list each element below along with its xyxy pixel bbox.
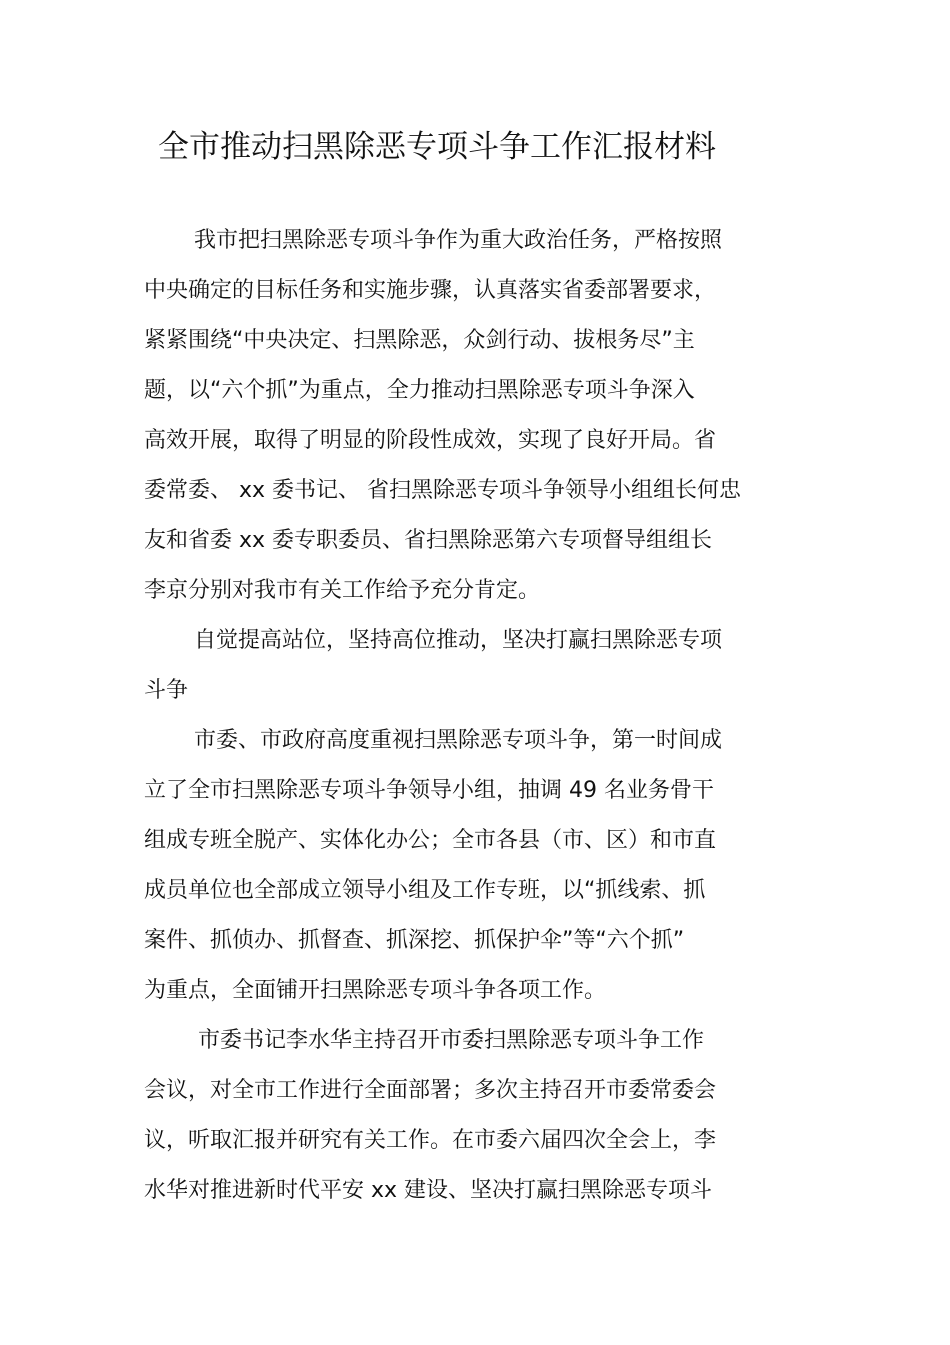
paragraph-2-line-2: 立了全市扫黑除恶专项斗争领导小组，抽调 49 名业务骨干	[144, 778, 714, 803]
paragraph-1-line-6: 委常委、 xx 委书记、 省扫黑除恶专项斗争领导小组组长何忠	[144, 478, 742, 503]
paragraph-1-line-4: 题，以“六个抓”为重点，全力推动扫黑除恶专项斗争深入	[144, 378, 695, 403]
paragraph-1-line-2: 中央确定的目标任务和实施步骤，认真落实省委部署要求，	[144, 278, 717, 303]
paragraph-1-line-1: 我市把扫黑除恶专项斗争作为重大政治任务，严格按照	[194, 228, 723, 253]
paragraph-3-line-4: 水华对推进新时代平安 xx 建设、坚决打赢扫黑除恶专项斗	[144, 1178, 713, 1203]
paragraph-2-line-5: 案件、抓侦办、抓督查、抓深挖、抓保护伞”等“六个抓”	[144, 928, 685, 953]
paragraph-1-line-5: 高效开展，取得了明显的阶段性成效，实现了良好开局。省	[144, 428, 717, 453]
paragraph-2-line-1: 市委、市政府高度重视扫黑除恶专项斗争，第一时间成	[194, 728, 723, 753]
section-heading-line-2: 斗争	[144, 678, 189, 703]
paragraph-2-line-3: 组成专班全脱产、实体化办公；全市各县（市、区）和市直	[144, 828, 717, 853]
paragraph-1-line-7: 友和省委 xx 委专职委员、省扫黑除恶第六专项督导组组长	[144, 528, 713, 553]
paragraph-1-line-3: 紧紧围绕“中央决定、扫黑除恶，众剑行动、拔根务尽”主	[144, 328, 695, 353]
section-heading-line-1: 自觉提高站位，坚持高位推动，坚决打赢扫黑除恶专项	[194, 628, 723, 653]
paragraph-3-line-1: 市委书记李水华主持召开市委扫黑除恶专项斗争工作	[198, 1028, 705, 1053]
paragraph-3-line-2: 会议，对全市工作进行全面部署；多次主持召开市委常委会	[144, 1078, 717, 1103]
paragraph-2-line-4: 成员单位也全部成立领导小组及工作专班，以“抓线索、抓	[144, 878, 706, 903]
document-title: 全市推动扫黑除恶专项斗争工作汇报材料	[158, 129, 716, 165]
paragraph-3-line-3: 议，听取汇报并研究有关工作。在市委六届四次全会上，李	[144, 1128, 717, 1153]
paragraph-2-line-6: 为重点，全面铺开扫黑除恶专项斗争各项工作。	[144, 978, 607, 1003]
paragraph-1-line-8: 李京分别对我市有关工作给予充分肯定。	[144, 578, 541, 603]
